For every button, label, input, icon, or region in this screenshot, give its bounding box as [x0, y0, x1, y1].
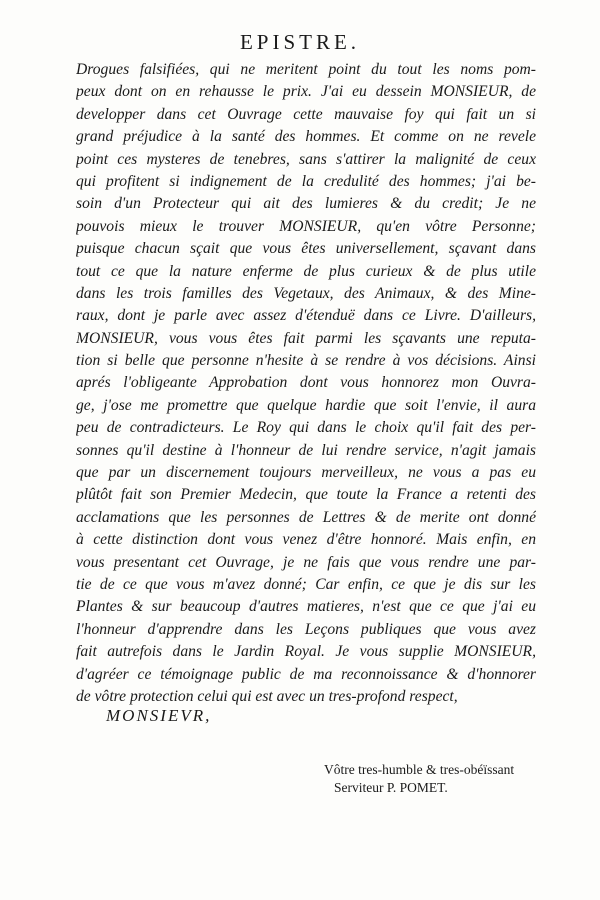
text-line: d'agréer ce témoignage public de ma reconnoissance & d'honnorer — [76, 665, 536, 683]
text-line: sonnes qu'il destine à l'honneur de lui rendre service, n'agit jamais — [76, 441, 536, 459]
text-line: plûtôt fait son Premier Medecin, que toute la France a retenti des — [76, 486, 536, 504]
salutation: MONSIEVR, — [106, 706, 212, 725]
text-line: peux dont on en rehausse le prix. J'ai eu dessein MONSIEUR, de — [76, 83, 536, 101]
text-line: grand préjudice à la santé des hommes. Et comme on ne revele — [76, 128, 536, 146]
signature-line: Serviteur P. POMET. — [334, 780, 448, 795]
text-line: Drogues falsifiées, qui ne meritent point du tout les noms pom- — [76, 61, 536, 78]
closing-line: Vôtre tres-humble & tres-obéïssant — [324, 762, 515, 777]
text-line: dans les trois familles des Vegetaux, des Animaux, & des Mine- — [76, 284, 536, 302]
letter-body — [76, 59, 536, 708]
text-line: puisque chacun sçait que vous êtes universellement, sçavant dans — [76, 240, 536, 258]
text-line: fait autrefois dans le Jardin Royal. Je vous supplie MONSIEUR, — [76, 643, 536, 661]
text-line: aprés l'obligeante Approbation dont vous honnorez mon Ouvra- — [76, 374, 536, 392]
text-line: l'honneur d'apprendre dans les Leçons publiques que vous avez — [76, 620, 536, 638]
text-line: raux, dont je parle avec assez d'étenduë dans ce Livre. D'ailleurs, — [76, 307, 536, 325]
text-line: soin d'un Protecteur qui ait des lumieres & du credit; Je ne — [76, 195, 536, 213]
text-line: de vôtre protection celui qui est avec un tres-profond respect, — [76, 687, 458, 705]
text-line: point ces mysteres de tenebres, sans s'attirer la malignité de ceux — [76, 150, 536, 168]
text-line: pouvois mieux le trouver MONSIEUR, qu'en vôtre Personne; — [76, 217, 536, 235]
text-line: qui profitent si indignement de la credulité des hommes; j'ai be- — [76, 172, 536, 190]
text-line: tion si belle que personne n'hesite à se rendre à vos décisions. Ainsi — [76, 352, 536, 370]
text-line: à cette distinction dont vous venez d'être honnoré. Mais enfin, en — [76, 531, 536, 549]
text-line: MONSIEUR, vous vous êtes fait parmi les sçavants une reputa- — [76, 329, 536, 347]
text-line: vous presentant cet Ouvrage, je ne fais que vous rendre une par- — [76, 553, 536, 571]
text-line: acclamations que les personnes de Lettres & de merite ont donné — [76, 508, 536, 526]
text-line: tie de ce que vous m'avez donné; Car enfin, ce que je dis sur les — [76, 575, 536, 593]
running-head: EPISTRE. — [239, 30, 361, 54]
text-line: ge, j'ose me promettre que quelque hardie que soit l'envie, il aura — [76, 396, 536, 414]
text-line: Plantes & sur beaucoup d'autres matieres, n'est que ce que j'ai eu — [76, 598, 536, 616]
text-line: tout ce que la nature enferme de plus curieux & de plus utile — [76, 262, 536, 280]
text-line: peu de contradicteurs. Le Roy qui dans le choix qu'il fait des per- — [76, 419, 536, 437]
text-line: que par un discernement toujours merveilleux, ne vous a pas eu — [76, 464, 536, 482]
text-line: developper dans cet Ouvrage cette mauvaise foy qui fait un si — [76, 105, 536, 123]
